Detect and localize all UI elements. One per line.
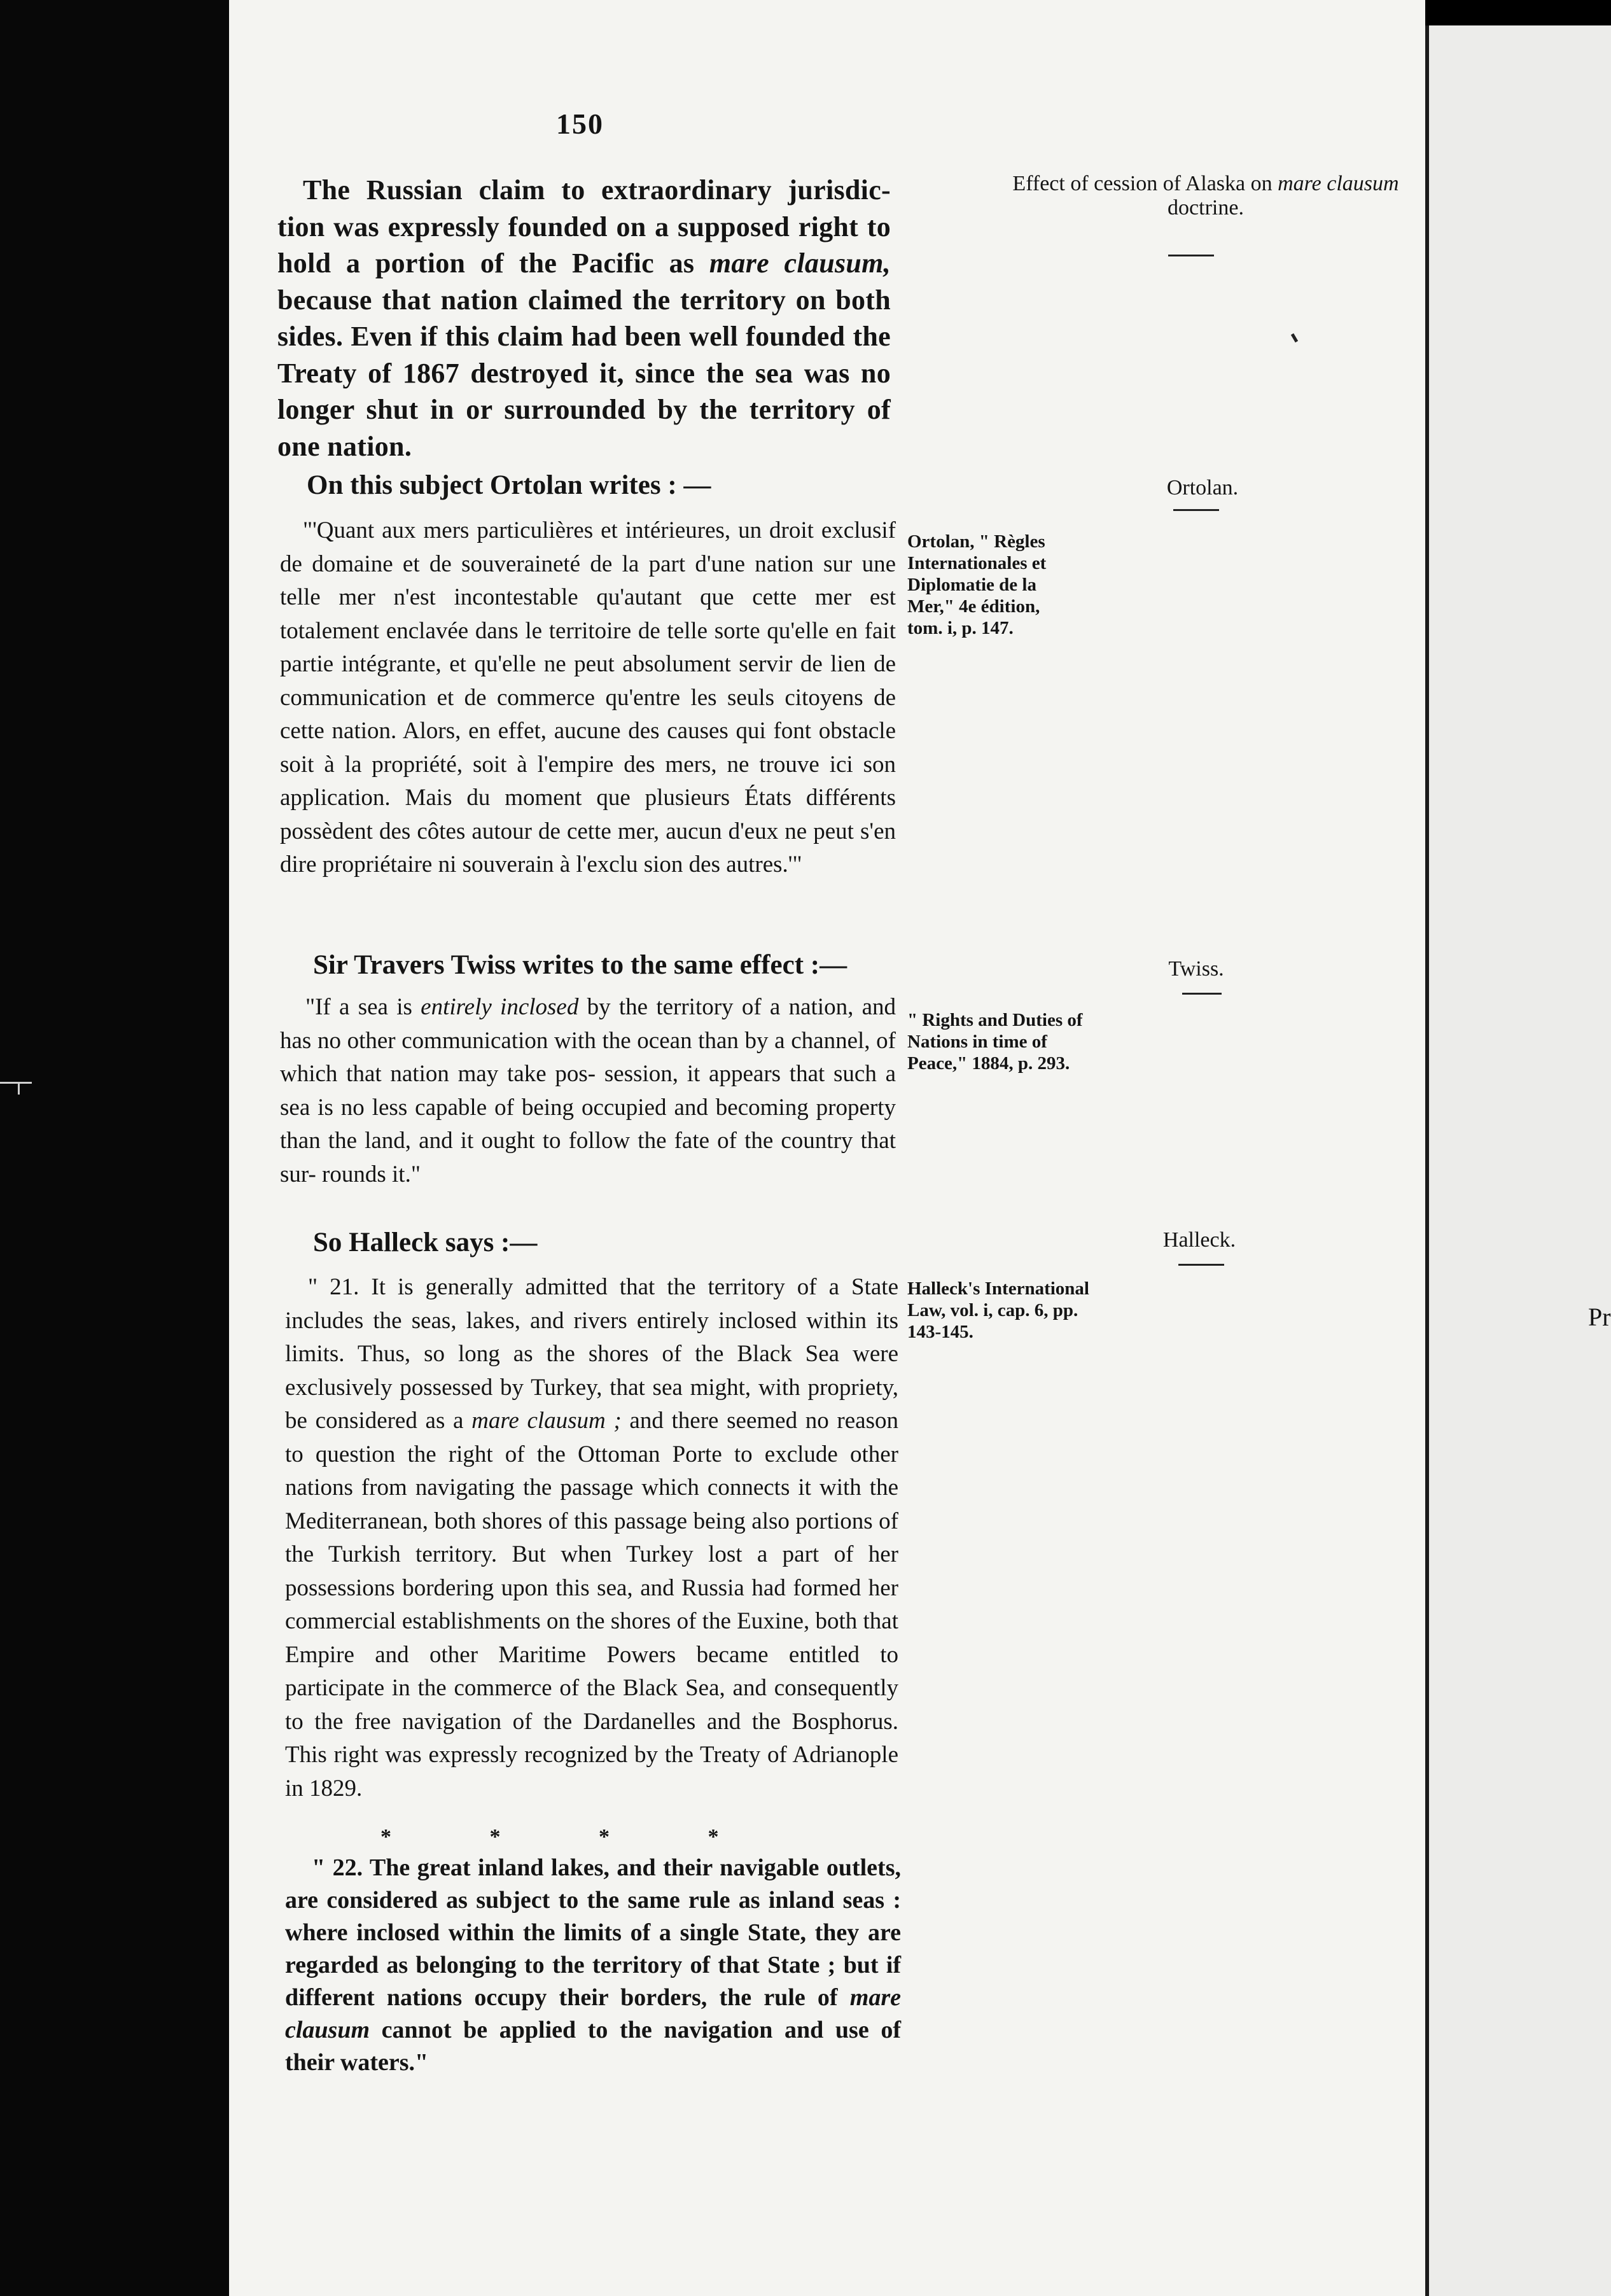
halleck-quote2-italic: mare clausum bbox=[285, 1984, 901, 2043]
margin-effect-italic: mare clausum bbox=[1278, 172, 1399, 195]
margin-note-halleck: Halleck. bbox=[1162, 1228, 1236, 1252]
next-page-fragment: Pr bbox=[1588, 1303, 1611, 1331]
halleck-quote-b: and there seemed no reason to question the right of the Ottoman Porte to exclude other nations from navigating the passage which connects it with the Mediterranean, both shores of this passage being also portions of the Turkish territory. But when Turkey lost a part of her possessions bordering upon this sea, and Russia had formed her commercial establishments on the shores of the Euxine, both that Empire and other Maritime Powers became entitled to participate in the commerce of the Black Sea, and consequently to the free navigation of the Dardanelles and the Bosphorus. This right was expressly recognized by the Treaty of Adrianople in 1829. bbox=[285, 1408, 898, 1802]
halleck-quote-21 bbox=[285, 1271, 898, 1805]
margin-rule bbox=[1182, 993, 1222, 995]
intro-paragraph bbox=[277, 172, 891, 465]
intro-italic: mare clausum, bbox=[709, 248, 891, 279]
twiss-heading: Sir Travers Twiss writes to the same effect :— bbox=[313, 950, 847, 980]
ortolan-quote bbox=[280, 514, 896, 882]
halleck-quote2-a: " 22. The great inland lakes, and their navigable outlets, are considered as subject to the same rule as inland seas : where inclosed within the limits of a single State, they are regarded as belonging to the territory of that State ; but if different nations occupy their borders, the rule of bbox=[285, 1854, 901, 2011]
intro-text-a: The Russian claim to extraordinary jurisdic- tion was expressly founded on a supposed right to hold a portion of the Pacific as bbox=[277, 174, 891, 279]
scan-mark bbox=[18, 1082, 20, 1095]
halleck-quote-a: " 21. It is generally admitted that the territory of a State includes the seas, lakes, and rivers entirely inclosed within its limits. Thus, so long as the shores of the Black Sea were exclusively possessed by Turkey, that sea might, with propriety, be considered as a bbox=[285, 1274, 898, 1434]
halleck-heading: So Halleck says :— bbox=[313, 1228, 538, 1257]
page-number: 150 bbox=[556, 108, 604, 140]
halleck-quote2-b: cannot be applied to the navigation and use of their waters." bbox=[285, 2017, 901, 2076]
halleck-quote-22 bbox=[285, 1852, 901, 2079]
margin-note-twiss: Twiss. bbox=[1168, 957, 1224, 981]
twiss-quote-a: "If a sea is bbox=[305, 994, 421, 1020]
twiss-quote-italic: entirely inclosed bbox=[421, 994, 579, 1020]
margin-note-effect bbox=[1005, 172, 1406, 220]
ortolan-citation: Ortolan, " Règles Internationales et Diplomatie de la Mer," 4e édition, tom. i, p. 147. bbox=[907, 531, 1047, 638]
margin-effect-b: doctrine. bbox=[1168, 196, 1244, 220]
ellipsis-stars: * * * * bbox=[380, 1825, 719, 1849]
twiss-quote bbox=[280, 991, 896, 1191]
scan-border-top-right bbox=[1425, 0, 1611, 25]
next-page-edge bbox=[1425, 25, 1611, 2296]
intro-text-b: because that nation claimed the territory on both sides. Even if this claim had been well founded the Treaty of 1867 destroyed it, since the sea was no longer shut in or surrounded by the territory of one nation. bbox=[277, 284, 891, 462]
margin-note-ortolan: Ortolan. bbox=[1166, 476, 1239, 500]
ortolan-quote-text: "'Quant aux mers particulières et intérieures, un droit exclusif de domaine et de souveraineté de la part d'une nation sur une telle mer n'est incontestable qu'autant que cette mer est totalement enclavée dans le territoire de telle sorte qu'elle en fait partie intégrante, et qu'elle ne peut absolument servir de lien de communication et de commerce qu'entre les seuls citoyens de cette nation. Alors, en effet, aucune des causes qui font obstacle soit à la propriété, soit à l'empire des mers, ne trouve ici son application. Mais du moment que plusieurs États différents possèdent des côtes autour de cette mer, aucun d'eux ne peut s'en dire propriétaire ni souverain à l'exclu sion des autres.'" bbox=[280, 517, 896, 878]
scan-mark bbox=[0, 1082, 32, 1084]
margin-effect-a: Effect of cession of Alaska on bbox=[1012, 172, 1278, 195]
twiss-citation: " Rights and Duties of Nations in time of Peace," 1884, p. 293. bbox=[907, 1010, 1083, 1074]
halleck-citation: Halleck's International Law, vol. i, cap. 6, pp. 143-145. bbox=[907, 1278, 1089, 1342]
twiss-quote-b: by the territory of a nation, and has no other communication with the ocean than by a channel, of which that nation may take pos- session, it appears that such a sea is no less capable of being occupied and becoming property than the land, and it ought to follow the fate of the country that sur- rounds it." bbox=[280, 994, 896, 1187]
margin-rule bbox=[1168, 255, 1214, 256]
margin-rule bbox=[1178, 1264, 1224, 1266]
ortolan-heading: On this subject Ortolan writes : — bbox=[307, 470, 711, 500]
margin-rule bbox=[1173, 509, 1219, 511]
scan-border-left bbox=[0, 0, 229, 2296]
halleck-quote-italic: mare clausum ; bbox=[471, 1408, 622, 1434]
